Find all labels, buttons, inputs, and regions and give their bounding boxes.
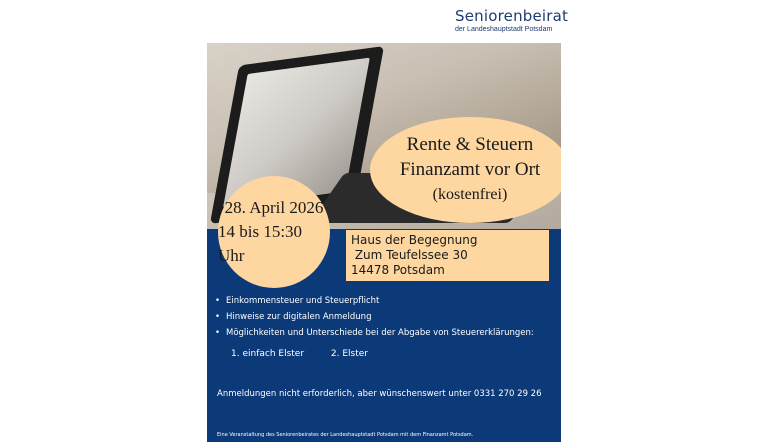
list-item: • Einkommensteuer und Steuerpflicht [215,293,555,309]
organization-subtitle: der Landeshauptstadt Potsdam [455,26,553,33]
venue-name: Haus der Begegnung [351,233,478,247]
elster-options [231,349,392,359]
list-item: • Möglichkeiten und Unterschiede bei der Abgabe von Steuererklärungen: [215,325,555,341]
list-item: • Hinweise zur digitalen Anmeldung [215,309,555,325]
event-time: 14 bis 15:30 Uhr [218,222,303,265]
headline-bubble [370,117,561,223]
event-poster [207,43,561,442]
organization-name: Seniorenbeirat [455,7,569,25]
venue-city: 14478 Potsdam [351,263,445,277]
headline-line1: Rente & Steuern [406,134,534,155]
topics-list [215,293,555,341]
headline-line2: Finanzamt vor Ort [399,159,541,180]
registration-note: Anmeldungen nicht erforderlich, aber wünschenswert unter 0331 270 29 26 [217,389,542,399]
organization-logo [455,7,568,34]
headline-line3: (kostenfrei) [432,186,508,203]
venue-street: Zum Teufelssee 30 [351,248,468,262]
option-einfach-elster: 1. einfach Elster [231,349,305,359]
venue-box [346,230,549,281]
option-elster: 2. Elster [330,349,368,359]
footer-note: Eine Veranstaltung des Seniorenbeirates der Landeshauptstadt Potsdam mit dem Finanzamt Potsdam. [217,432,474,438]
date-bubble [218,176,330,288]
event-date: 28. April 2026 [224,198,324,217]
